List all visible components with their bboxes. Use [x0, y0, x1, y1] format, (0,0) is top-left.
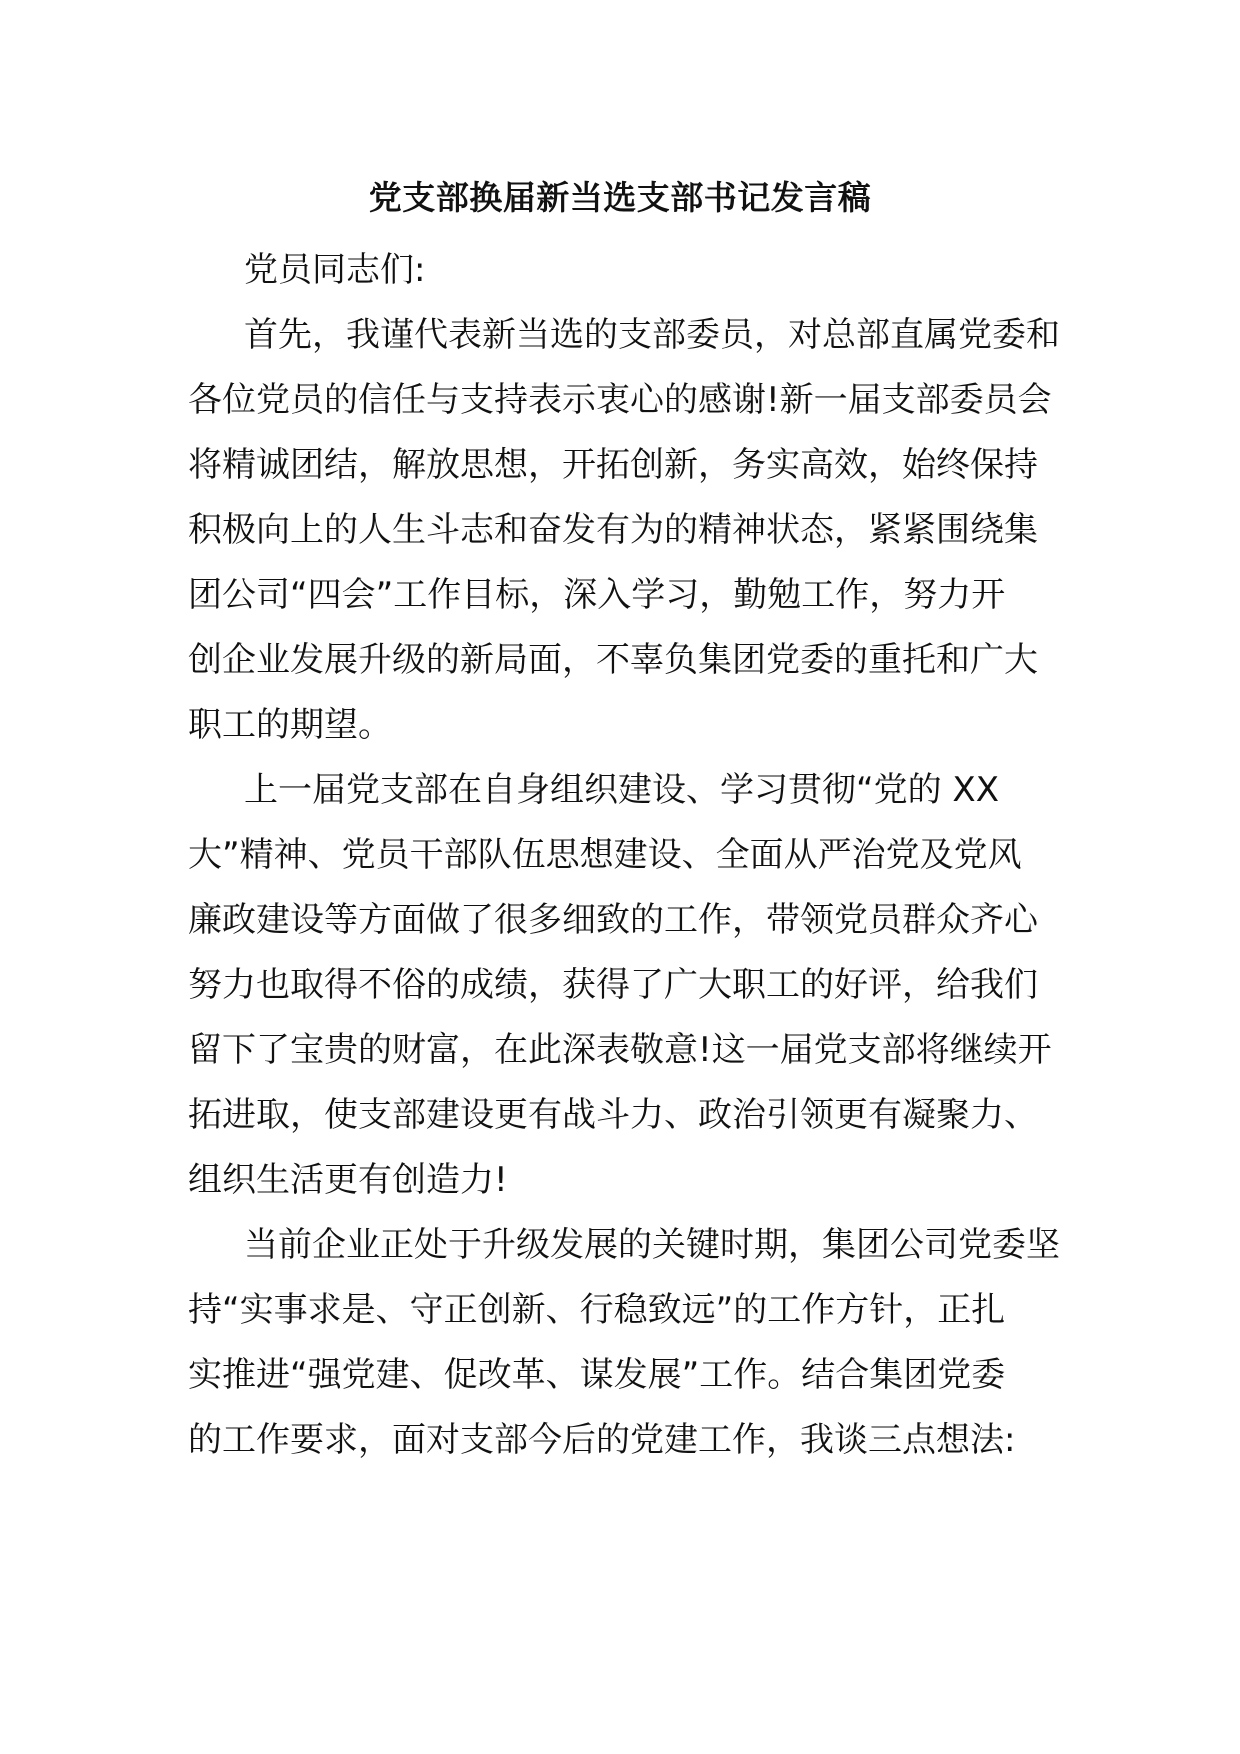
salutation: 党员同志们:	[244, 250, 426, 290]
paragraph-1	[188, 303, 1060, 758]
paragraph-2	[188, 758, 1056, 1213]
paragraph-line: 拓进取，使支部建设更有战斗力、政治引领更有凝聚力、	[188, 1095, 1038, 1135]
paragraph-line: 实推进“强党建、促改革、谋发展”工作。结合集团党委	[188, 1355, 1006, 1395]
paragraph-3	[188, 1213, 1060, 1473]
document-body	[188, 238, 1060, 1473]
paragraph-line: 努力也取得不俗的成绩，获得了广大职工的好评，给我们	[188, 965, 1038, 1005]
paragraph-line: 大”精神、党员干部队伍思想建设、全面从严治党及党风	[188, 835, 1022, 875]
paragraph-line: 持“实事求是、守正创新、行稳致远”的工作方针，正扎	[188, 1290, 1006, 1330]
paragraph-line: 组织生活更有创造力!	[188, 1160, 508, 1200]
paragraph-line: 将精诚团结，解放思想，开拓创新，务实高效，始终保持	[188, 445, 1038, 485]
paragraph-line: 团公司“四会”工作目标，深入学习，勤勉工作，努力开	[188, 575, 1006, 615]
document-title: 党支部换届新当选支部书记发言稿	[368, 178, 872, 217]
paragraph-line: 的工作要求，面对支部今后的党建工作，我谈三点想法:	[188, 1420, 1016, 1460]
paragraph-line: 廉政建设等方面做了很多细致的工作，带领党员群众齐心	[188, 900, 1038, 940]
paragraph-line: 首先，我谨代表新当选的支部委员，对总部直属党委和	[244, 315, 1060, 355]
paragraph-line: 留下了宝贵的财富，在此深表敬意!这一届党支部将继续开	[188, 1030, 1052, 1070]
paragraph-line: 积极向上的人生斗志和奋发有为的精神状态，紧紧围绕集	[188, 510, 1038, 550]
paragraph-line: 创企业发展升级的新局面，不辜负集团党委的重托和广大	[188, 640, 1038, 680]
paragraph-line: 上一届党支部在自身组织建设、学习贯彻“党的 XX	[244, 770, 1000, 810]
paragraph-line: 职工的期望。	[188, 705, 392, 745]
paragraph-line: 当前企业正处于升级发展的关键时期，集团公司党委坚	[244, 1225, 1060, 1265]
paragraph-line: 各位党员的信任与支持表示衷心的感谢!新一届支部委员会	[188, 380, 1052, 420]
